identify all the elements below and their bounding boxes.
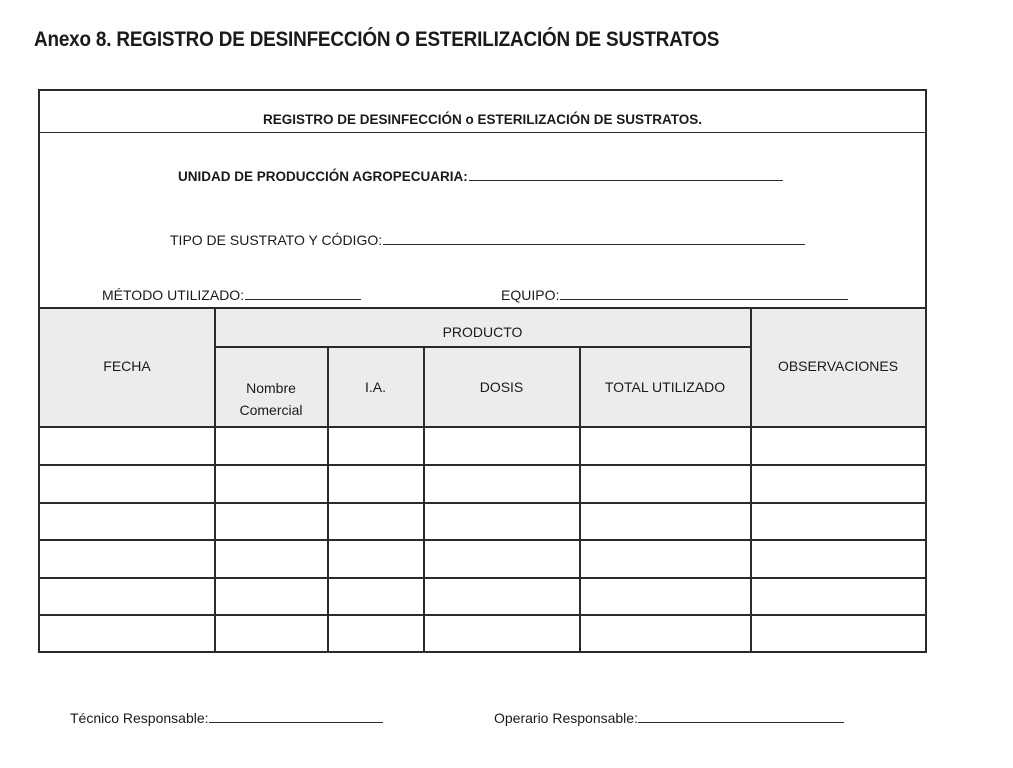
col-header-nombre-line1: Nombre — [246, 380, 296, 396]
metodo-label: MÉTODO UTILIZADO: — [102, 287, 245, 303]
tipo-sustrato-label: TIPO DE SUSTRATO Y CÓDIGO: — [170, 232, 383, 248]
row-divider — [40, 502, 925, 504]
col-header-ia: I.A. — [364, 379, 386, 395]
col-header-total-utilizado: TOTAL UTILIZADO — [604, 379, 726, 395]
form-heading: REGISTRO DE DESINFECCIÓN o ESTERILIZACIÓN DE SUSTRATOS. — [40, 91, 925, 133]
tecnico-responsable-field[interactable] — [70, 710, 383, 726]
operario-responsable-blank[interactable] — [638, 721, 844, 723]
equipo-field[interactable] — [501, 287, 848, 303]
registro-form — [38, 89, 927, 653]
tecnico-responsable-blank[interactable] — [209, 721, 383, 723]
registro-table — [40, 307, 925, 651]
col-header-dosis: DOSIS — [479, 379, 524, 395]
col-header-nombre — [215, 377, 327, 421]
row-divider — [40, 577, 925, 579]
tipo-sustrato-field[interactable] — [170, 232, 805, 248]
page-title: Anexo 8. REGISTRO DE DESINFECCIÓN O ESTERILIZACIÓN DE SUSTRATOS — [34, 28, 720, 51]
unidad-produccion-label: UNIDAD DE PRODUCCIÓN AGROPECUARIA: — [178, 169, 468, 184]
tecnico-responsable-label: Técnico Responsable: — [70, 710, 209, 726]
equipo-blank[interactable] — [560, 298, 848, 300]
row-divider — [40, 614, 925, 616]
unidad-produccion-field[interactable] — [178, 169, 783, 184]
operario-responsable-label: Operario Responsable: — [494, 710, 638, 726]
metodo-blank[interactable] — [245, 298, 361, 300]
metodo-field[interactable] — [102, 287, 361, 303]
row-divider — [40, 464, 925, 466]
unidad-produccion-blank[interactable] — [469, 179, 783, 181]
col-header-observaciones: OBSERVACIONES — [777, 358, 899, 374]
operario-responsable-field[interactable] — [494, 710, 844, 726]
table-top-border — [40, 307, 925, 309]
col-divider — [214, 307, 216, 651]
producto-group-divider — [215, 346, 751, 348]
col-header-fecha: FECHA — [103, 358, 151, 374]
col-group-producto: PRODUCTO — [442, 324, 523, 340]
col-header-nombre-line2: Comercial — [239, 402, 303, 418]
table-header-bottom — [40, 426, 925, 428]
equipo-label: EQUIPO: — [501, 287, 560, 303]
row-divider — [40, 539, 925, 541]
tipo-sustrato-blank[interactable] — [383, 243, 805, 245]
